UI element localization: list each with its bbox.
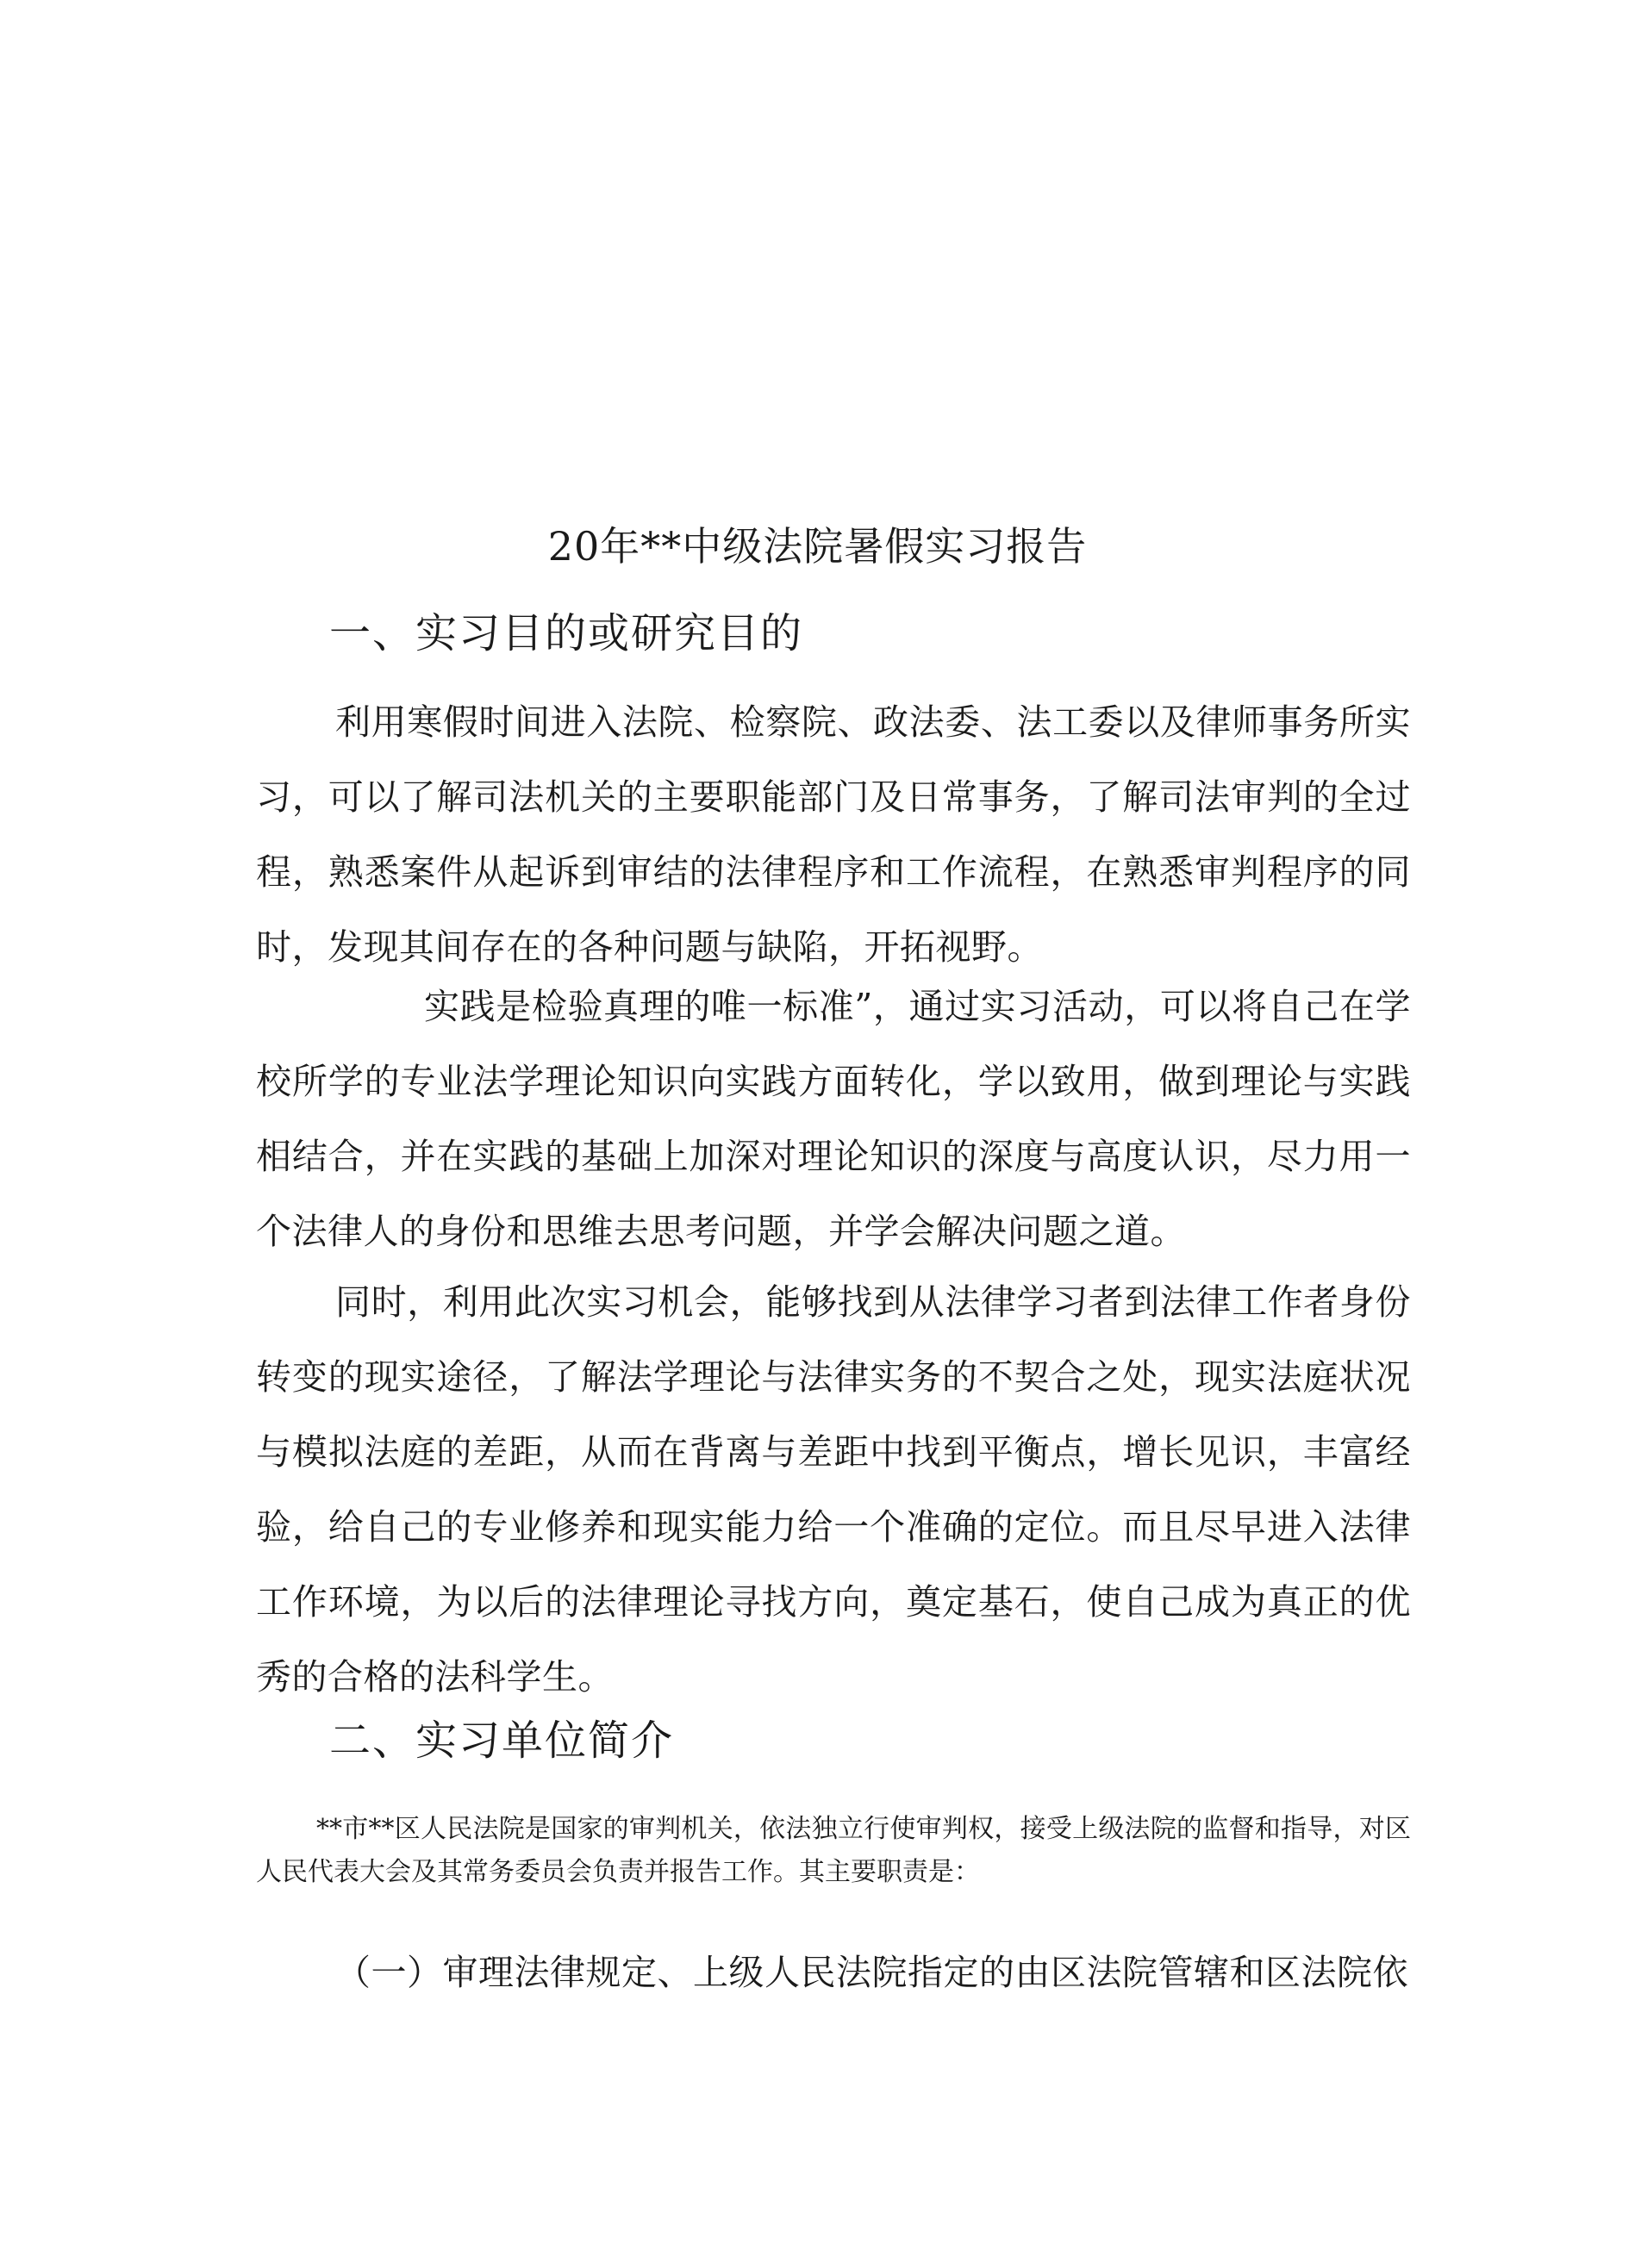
paragraph-unit-intro: **市**区人民法院是国家的审判机关，依法独立行使审判权，接受上级法院的监督和指导，对区人民代表大会及其常务委员会负责并报告工作。其主要职责是：: [256, 1814, 1411, 1887]
paragraph-purpose-3: 同时，利用此次实习机会，能够找到从法律学习者到法律工作者身份转变的现实途径，了解法学理论与法律实务的不契合之处，现实法庭状况与模拟法庭的差距，从而在背离与差距中找到平衡点，增长见识，丰富经验，给自己的专业修养和现实能力给一个准确的定位。而且尽早进入法律工作环境，为以后的法律理论寻找方向，奠定基石，使自己成为真正的优秀的合格的法科学生。: [256, 1281, 1411, 1698]
section-heading-unit-intro: 二、实习单位简介: [329, 1717, 675, 1765]
section-heading-purpose: 一、实习目的或研究目的: [329, 609, 804, 657]
paragraph-purpose-1: 利用寒假时间进入法院、检察院、政法委、法工委以及律师事务所实习，可以了解司法机关的主要职能部门及日常事务，了解司法审判的全过程，熟悉案件从起诉到审结的法律程序和工作流程，在熟悉审判程序的同时，发现其间存在的各种问题与缺陷，开拓视野。: [256, 701, 1411, 968]
document-title: 20年**中级法院暑假实习报告: [547, 523, 1088, 570]
paragraph-purpose-2: 实践是检验真理的唯一标准”，通过实习活动，可以将自己在学校所学的专业法学理论知识向实践方面转化，学以致用，做到理论与实践相结合，并在实践的基础上加深对理论知识的深度与高度认识，尽力用一个法律人的身份和思维去思考问题，并学会解决问题之道。: [256, 986, 1411, 1252]
list-item-duty-1: （一）审理法律规定、上级人民法院指定的由区法院管辖和区法院依: [335, 1952, 1408, 1993]
